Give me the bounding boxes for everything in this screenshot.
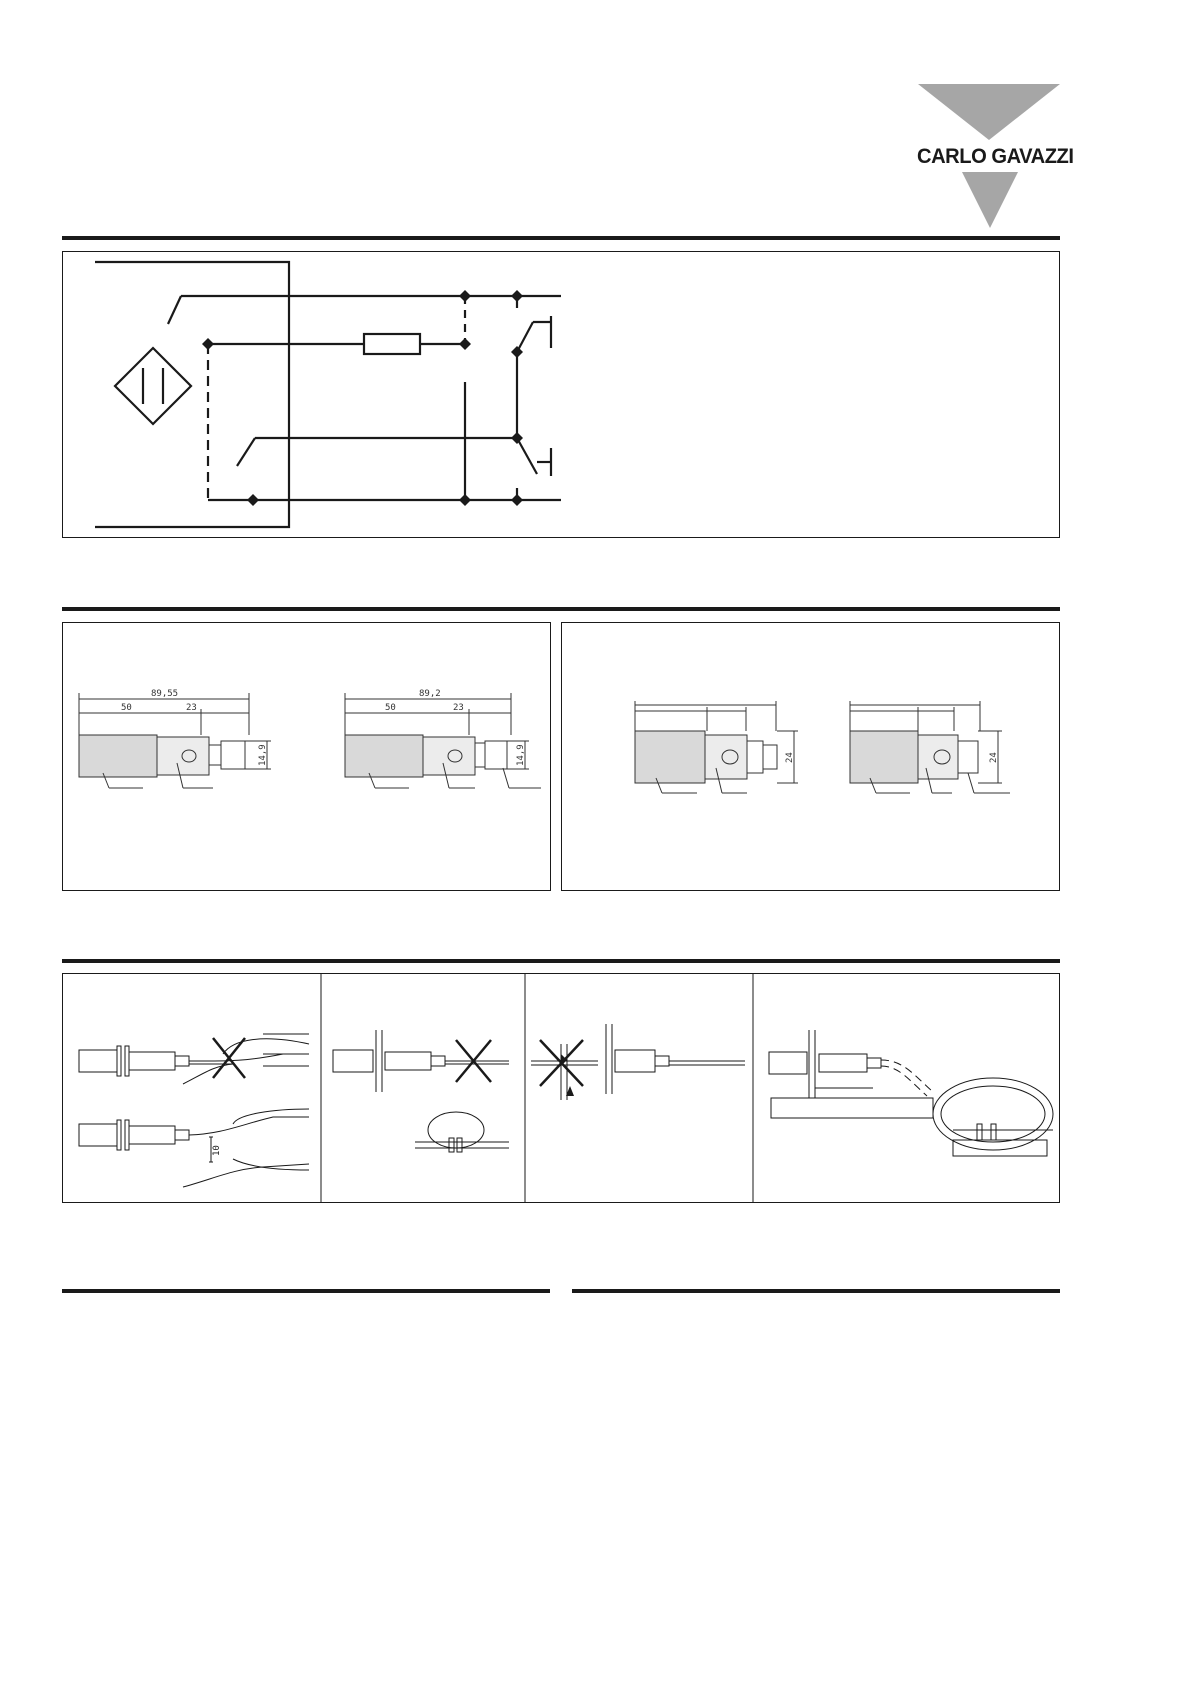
dim-b-segment-2: 23	[453, 703, 464, 713]
dim-a-diameter: 14,9	[258, 744, 268, 766]
section-rule-wiring	[62, 236, 1060, 240]
resistor-icon	[364, 334, 420, 354]
wiring-diagram	[63, 252, 1059, 537]
brand-name: CARLO GAVAZZI	[917, 145, 1074, 168]
dim-b-overall: 89,2	[419, 689, 441, 699]
dimensions-panel-left	[62, 622, 551, 891]
dim-d-diameter: 24	[989, 752, 999, 763]
section-rule-dimensions	[62, 607, 1060, 611]
dim-b-segment-1: 50	[385, 703, 396, 713]
dim-a-segment-2: 23	[186, 703, 197, 713]
sensor-symbol-icon	[115, 348, 191, 424]
cable-spacing-label: 10	[212, 1145, 222, 1156]
dimensions-panel-right	[561, 622, 1060, 891]
section-rule-right-bottom	[572, 1289, 1060, 1293]
installation-drawings	[63, 974, 1059, 1202]
dimension-drawings-left	[63, 623, 550, 890]
dim-a-segment-1: 50	[121, 703, 132, 713]
dimension-drawings-right	[562, 623, 1059, 890]
dim-a-overall: 89,55	[151, 689, 179, 699]
dim-b-diameter: 14,9	[516, 744, 526, 766]
section-rule-installation	[62, 959, 1060, 963]
installation-panel	[62, 973, 1060, 1203]
section-rule-left-bottom	[62, 1289, 550, 1293]
prohibited-icon	[213, 1038, 583, 1086]
dim-c-diameter: 24	[785, 752, 795, 763]
wiring-diagram-panel	[62, 251, 1060, 538]
